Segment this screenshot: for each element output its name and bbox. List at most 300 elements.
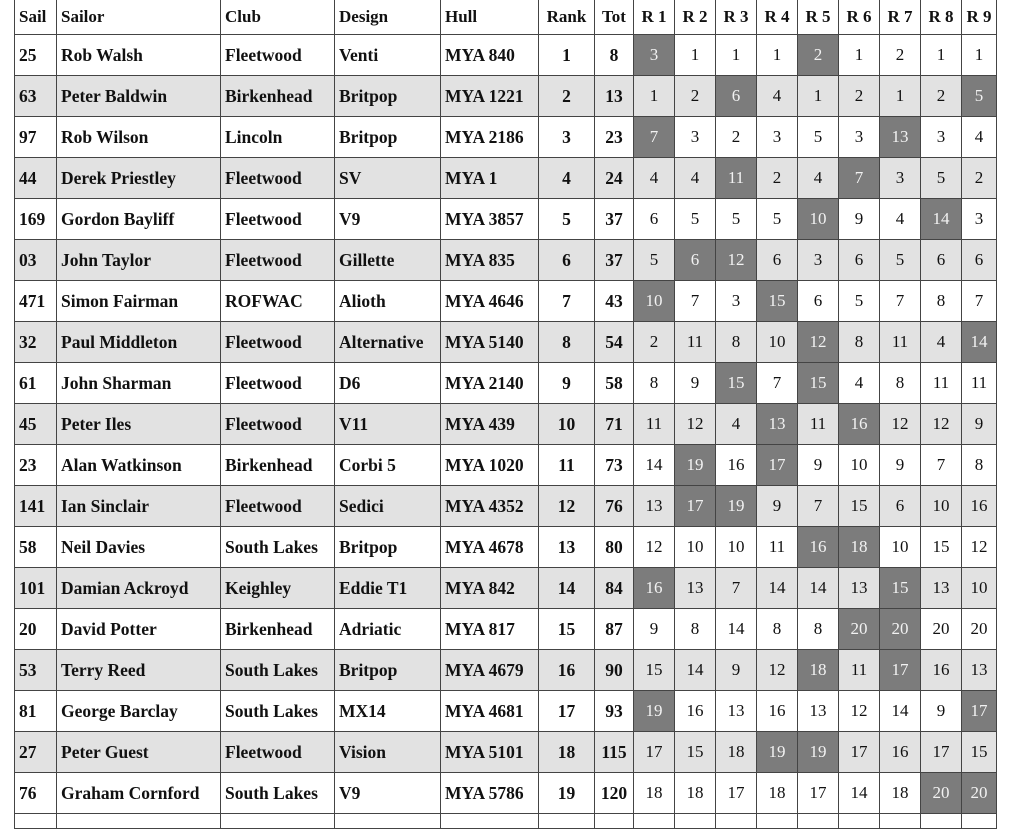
race-score-discarded-cell: 19 — [798, 732, 839, 773]
design-cell: Britpop — [335, 650, 441, 691]
race-score-cell: 4 — [716, 404, 757, 445]
race-score-cell: 7 — [716, 568, 757, 609]
race-score-cell: 6 — [921, 240, 962, 281]
design-cell: V9 — [335, 773, 441, 814]
race-score-cell: 5 — [634, 240, 675, 281]
sail-cell: 03 — [15, 240, 57, 281]
sail-cell: 141 — [15, 486, 57, 527]
race-score-discarded-cell: 10 — [634, 281, 675, 322]
race-score-cell: 14 — [839, 773, 880, 814]
col-header-r1: R 1 — [634, 0, 675, 35]
design-cell: Eddie T1 — [335, 568, 441, 609]
total-cell: 13 — [595, 76, 634, 117]
col-header-r4: R 4 — [757, 0, 798, 35]
empty-cell — [716, 814, 757, 829]
club-cell: South Lakes — [221, 691, 335, 732]
race-score-cell: 9 — [634, 609, 675, 650]
rank-cell: 11 — [539, 445, 595, 486]
race-score-cell: 13 — [675, 568, 716, 609]
race-score-discarded-cell: 16 — [798, 527, 839, 568]
race-score-discarded-cell: 19 — [675, 445, 716, 486]
club-cell: Fleetwood — [221, 486, 335, 527]
sailor-name-cell: David Potter — [57, 609, 221, 650]
hull-cell: MYA 4646 — [441, 281, 539, 322]
race-score-cell: 16 — [880, 732, 921, 773]
race-score-cell: 5 — [757, 199, 798, 240]
sailor-name-cell: Peter Guest — [57, 732, 221, 773]
empty-cell — [798, 814, 839, 829]
total-cell: 23 — [595, 117, 634, 158]
hull-cell: MYA 842 — [441, 568, 539, 609]
design-cell: Corbi 5 — [335, 445, 441, 486]
table-row — [15, 445, 997, 486]
design-cell: Britpop — [335, 117, 441, 158]
race-score-cell: 12 — [962, 527, 997, 568]
design-cell: Adriatic — [335, 609, 441, 650]
design-cell: V9 — [335, 199, 441, 240]
race-score-cell: 4 — [962, 117, 997, 158]
club-cell: Fleetwood — [221, 322, 335, 363]
sailor-name-cell: John Taylor — [57, 240, 221, 281]
empty-cell — [880, 814, 921, 829]
design-cell: Alioth — [335, 281, 441, 322]
hull-cell: MYA 1221 — [441, 76, 539, 117]
total-cell: 90 — [595, 650, 634, 691]
table-row — [15, 158, 997, 199]
race-score-cell: 7 — [757, 363, 798, 404]
race-score-discarded-cell: 17 — [962, 691, 997, 732]
race-score-cell: 10 — [880, 527, 921, 568]
race-score-discarded-cell: 19 — [757, 732, 798, 773]
hull-cell: MYA 1020 — [441, 445, 539, 486]
col-header-r2: R 2 — [675, 0, 716, 35]
club-cell: Fleetwood — [221, 404, 335, 445]
hull-cell: MYA 817 — [441, 609, 539, 650]
design-cell: MX14 — [335, 691, 441, 732]
race-score-cell: 13 — [798, 691, 839, 732]
rank-cell: 17 — [539, 691, 595, 732]
race-score-discarded-cell: 15 — [880, 568, 921, 609]
empty-cell — [15, 814, 57, 829]
race-score-discarded-cell: 17 — [757, 445, 798, 486]
race-score-cell: 3 — [675, 117, 716, 158]
hull-cell: MYA 5101 — [441, 732, 539, 773]
race-score-cell: 9 — [921, 691, 962, 732]
col-header-r5: R 5 — [798, 0, 839, 35]
col-header-hull: Hull — [441, 0, 539, 35]
club-cell: Fleetwood — [221, 363, 335, 404]
race-score-cell: 14 — [880, 691, 921, 732]
race-score-cell: 10 — [921, 486, 962, 527]
total-cell: 84 — [595, 568, 634, 609]
race-score-discarded-cell: 19 — [634, 691, 675, 732]
race-score-discarded-cell: 11 — [716, 158, 757, 199]
table-row — [15, 363, 997, 404]
table-row — [15, 650, 997, 691]
race-score-discarded-cell: 16 — [634, 568, 675, 609]
club-cell: Fleetwood — [221, 199, 335, 240]
hull-cell: MYA 840 — [441, 35, 539, 76]
rank-cell: 7 — [539, 281, 595, 322]
club-cell: Fleetwood — [221, 158, 335, 199]
race-score-cell: 11 — [839, 650, 880, 691]
empty-cell — [335, 814, 441, 829]
race-score-discarded-cell: 17 — [880, 650, 921, 691]
race-score-cell: 1 — [634, 76, 675, 117]
total-cell: 37 — [595, 240, 634, 281]
club-cell: South Lakes — [221, 527, 335, 568]
sailor-name-cell: Rob Walsh — [57, 35, 221, 76]
race-score-cell: 13 — [716, 691, 757, 732]
total-cell: 120 — [595, 773, 634, 814]
race-score-cell: 2 — [880, 35, 921, 76]
sailor-name-cell: George Barclay — [57, 691, 221, 732]
race-score-cell: 4 — [757, 76, 798, 117]
design-cell: Gillette — [335, 240, 441, 281]
sail-cell: 45 — [15, 404, 57, 445]
sailor-name-cell: Neil Davies — [57, 527, 221, 568]
club-cell: Fleetwood — [221, 35, 335, 76]
sailor-name-cell: John Sharman — [57, 363, 221, 404]
race-score-discarded-cell: 14 — [921, 199, 962, 240]
race-score-cell: 17 — [716, 773, 757, 814]
club-cell: Birkenhead — [221, 445, 335, 486]
race-score-discarded-cell: 2 — [798, 35, 839, 76]
race-score-cell: 13 — [962, 650, 997, 691]
race-score-cell: 7 — [675, 281, 716, 322]
race-score-discarded-cell: 15 — [798, 363, 839, 404]
race-score-cell: 8 — [716, 322, 757, 363]
club-cell: South Lakes — [221, 773, 335, 814]
race-score-cell: 2 — [716, 117, 757, 158]
rank-cell: 1 — [539, 35, 595, 76]
race-score-discarded-cell: 20 — [880, 609, 921, 650]
race-score-cell: 8 — [962, 445, 997, 486]
race-score-cell: 5 — [675, 199, 716, 240]
sail-cell: 58 — [15, 527, 57, 568]
rank-cell: 14 — [539, 568, 595, 609]
sail-cell: 32 — [15, 322, 57, 363]
rank-cell: 12 — [539, 486, 595, 527]
race-score-cell: 16 — [962, 486, 997, 527]
race-score-cell: 1 — [839, 35, 880, 76]
table-row — [15, 527, 997, 568]
race-score-cell: 14 — [634, 445, 675, 486]
race-score-cell: 10 — [716, 527, 757, 568]
race-score-cell: 11 — [962, 363, 997, 404]
race-score-cell: 7 — [921, 445, 962, 486]
race-score-discarded-cell: 16 — [839, 404, 880, 445]
total-cell: 24 — [595, 158, 634, 199]
race-score-cell: 16 — [675, 691, 716, 732]
total-cell: 73 — [595, 445, 634, 486]
race-score-cell: 12 — [880, 404, 921, 445]
sail-cell: 25 — [15, 35, 57, 76]
sailor-name-cell: Ian Sinclair — [57, 486, 221, 527]
total-cell: 37 — [595, 199, 634, 240]
race-score-cell: 1 — [675, 35, 716, 76]
rank-cell: 18 — [539, 732, 595, 773]
empty-cell — [57, 814, 221, 829]
race-score-cell: 4 — [880, 199, 921, 240]
race-score-cell: 5 — [880, 240, 921, 281]
race-score-cell: 9 — [757, 486, 798, 527]
race-score-cell: 1 — [880, 76, 921, 117]
race-score-cell: 5 — [839, 281, 880, 322]
race-score-cell: 10 — [839, 445, 880, 486]
race-score-cell: 8 — [757, 609, 798, 650]
race-score-cell: 1 — [757, 35, 798, 76]
table-row — [15, 35, 997, 76]
design-cell: D6 — [335, 363, 441, 404]
rank-cell: 10 — [539, 404, 595, 445]
race-score-cell: 1 — [798, 76, 839, 117]
empty-cell — [675, 814, 716, 829]
race-score-cell: 6 — [798, 281, 839, 322]
sail-cell: 53 — [15, 650, 57, 691]
race-score-cell: 12 — [634, 527, 675, 568]
race-score-cell: 18 — [634, 773, 675, 814]
rank-cell: 13 — [539, 527, 595, 568]
race-score-cell: 20 — [921, 609, 962, 650]
table-row-partial — [15, 814, 997, 829]
race-score-cell: 14 — [757, 568, 798, 609]
hull-cell: MYA 4679 — [441, 650, 539, 691]
sailor-name-cell: Terry Reed — [57, 650, 221, 691]
hull-cell: MYA 5140 — [441, 322, 539, 363]
race-score-cell: 14 — [675, 650, 716, 691]
race-score-discarded-cell: 13 — [880, 117, 921, 158]
table-row — [15, 76, 997, 117]
sailor-name-cell: Peter Iles — [57, 404, 221, 445]
sail-cell: 76 — [15, 773, 57, 814]
race-score-cell: 16 — [921, 650, 962, 691]
sailor-name-cell: Derek Priestley — [57, 158, 221, 199]
empty-cell — [757, 814, 798, 829]
sailor-name-cell: Damian Ackroyd — [57, 568, 221, 609]
club-cell: Fleetwood — [221, 732, 335, 773]
race-score-cell: 17 — [634, 732, 675, 773]
table-row — [15, 609, 997, 650]
table-row — [15, 773, 997, 814]
table-row — [15, 486, 997, 527]
race-score-cell: 13 — [839, 568, 880, 609]
table-row — [15, 240, 997, 281]
race-score-discarded-cell: 6 — [675, 240, 716, 281]
table-row — [15, 117, 997, 158]
race-score-cell: 3 — [716, 281, 757, 322]
race-score-cell: 15 — [839, 486, 880, 527]
rank-cell: 6 — [539, 240, 595, 281]
sailor-name-cell: Graham Cornford — [57, 773, 221, 814]
race-score-discarded-cell: 10 — [798, 199, 839, 240]
sail-cell: 44 — [15, 158, 57, 199]
race-score-cell: 5 — [716, 199, 757, 240]
empty-cell — [962, 814, 997, 829]
race-score-cell: 2 — [757, 158, 798, 199]
total-cell: 71 — [595, 404, 634, 445]
race-score-cell: 15 — [634, 650, 675, 691]
race-score-discarded-cell: 20 — [962, 773, 997, 814]
race-score-cell: 7 — [880, 281, 921, 322]
design-cell: Sedici — [335, 486, 441, 527]
race-score-cell: 7 — [798, 486, 839, 527]
sail-cell: 23 — [15, 445, 57, 486]
race-score-cell: 13 — [634, 486, 675, 527]
sail-cell: 97 — [15, 117, 57, 158]
col-header-r9: R 9 — [962, 0, 997, 35]
sail-cell: 101 — [15, 568, 57, 609]
race-score-cell: 20 — [962, 609, 997, 650]
design-cell: Alternative — [335, 322, 441, 363]
club-cell: ROFWAC — [221, 281, 335, 322]
race-score-cell: 6 — [634, 199, 675, 240]
empty-cell — [539, 814, 595, 829]
race-score-cell: 2 — [921, 76, 962, 117]
rank-cell: 16 — [539, 650, 595, 691]
col-header-r7: R 7 — [880, 0, 921, 35]
race-score-cell: 8 — [839, 322, 880, 363]
race-score-discarded-cell: 15 — [757, 281, 798, 322]
club-cell: Lincoln — [221, 117, 335, 158]
race-score-cell: 18 — [880, 773, 921, 814]
race-score-discarded-cell: 12 — [716, 240, 757, 281]
col-header-r6: R 6 — [839, 0, 880, 35]
race-score-discarded-cell: 7 — [839, 158, 880, 199]
race-score-cell: 2 — [962, 158, 997, 199]
race-score-cell: 12 — [757, 650, 798, 691]
race-score-cell: 3 — [798, 240, 839, 281]
hull-cell: MYA 2186 — [441, 117, 539, 158]
race-score-discarded-cell: 18 — [839, 527, 880, 568]
race-score-cell: 15 — [962, 732, 997, 773]
design-cell: V11 — [335, 404, 441, 445]
race-score-cell: 5 — [798, 117, 839, 158]
design-cell: SV — [335, 158, 441, 199]
race-score-discarded-cell: 13 — [757, 404, 798, 445]
rank-cell: 4 — [539, 158, 595, 199]
sail-cell: 63 — [15, 76, 57, 117]
race-score-cell: 1 — [962, 35, 997, 76]
total-cell: 93 — [595, 691, 634, 732]
club-cell: Birkenhead — [221, 76, 335, 117]
design-cell: Britpop — [335, 527, 441, 568]
hull-cell: MYA 3857 — [441, 199, 539, 240]
rank-cell: 8 — [539, 322, 595, 363]
race-score-cell: 3 — [839, 117, 880, 158]
col-header-r8: R 8 — [921, 0, 962, 35]
race-score-cell: 12 — [839, 691, 880, 732]
table-row — [15, 691, 997, 732]
total-cell: 8 — [595, 35, 634, 76]
col-header-design: Design — [335, 0, 441, 35]
race-score-discarded-cell: 3 — [634, 35, 675, 76]
race-score-cell: 2 — [675, 76, 716, 117]
empty-cell — [921, 814, 962, 829]
race-score-cell: 1 — [716, 35, 757, 76]
race-score-discarded-cell: 20 — [839, 609, 880, 650]
race-score-discarded-cell: 12 — [798, 322, 839, 363]
rank-cell: 3 — [539, 117, 595, 158]
col-header-r3: R 3 — [716, 0, 757, 35]
race-score-cell: 3 — [962, 199, 997, 240]
col-header-sail: Sail — [15, 0, 57, 35]
sailor-name-cell: Alan Watkinson — [57, 445, 221, 486]
race-score-cell: 10 — [675, 527, 716, 568]
race-score-cell: 4 — [921, 322, 962, 363]
race-score-cell: 10 — [962, 568, 997, 609]
results-body — [15, 35, 997, 829]
design-cell: Britpop — [335, 76, 441, 117]
table-row — [15, 732, 997, 773]
hull-cell: MYA 4352 — [441, 486, 539, 527]
race-score-cell: 18 — [716, 732, 757, 773]
race-score-discarded-cell: 20 — [921, 773, 962, 814]
race-score-cell: 16 — [757, 691, 798, 732]
race-score-discarded-cell: 17 — [675, 486, 716, 527]
sail-cell: 169 — [15, 199, 57, 240]
race-score-cell: 8 — [634, 363, 675, 404]
header-row — [15, 0, 997, 35]
club-cell: Fleetwood — [221, 240, 335, 281]
col-header-tot: Tot — [595, 0, 634, 35]
race-score-cell: 4 — [798, 158, 839, 199]
race-score-cell: 9 — [675, 363, 716, 404]
col-header-sailor: Sailor — [57, 0, 221, 35]
total-cell: 43 — [595, 281, 634, 322]
hull-cell: MYA 2140 — [441, 363, 539, 404]
race-score-cell: 11 — [880, 322, 921, 363]
design-cell: Vision — [335, 732, 441, 773]
race-score-discarded-cell: 18 — [798, 650, 839, 691]
race-score-cell: 16 — [716, 445, 757, 486]
race-score-cell: 11 — [921, 363, 962, 404]
race-score-cell: 17 — [798, 773, 839, 814]
race-score-cell: 3 — [757, 117, 798, 158]
race-score-cell: 7 — [962, 281, 997, 322]
hull-cell: MYA 4678 — [441, 527, 539, 568]
race-score-discarded-cell: 15 — [716, 363, 757, 404]
rank-cell: 15 — [539, 609, 595, 650]
race-score-cell: 6 — [962, 240, 997, 281]
col-header-rank: Rank — [539, 0, 595, 35]
race-score-cell: 8 — [798, 609, 839, 650]
hull-cell: MYA 5786 — [441, 773, 539, 814]
race-score-cell: 6 — [880, 486, 921, 527]
sail-cell: 471 — [15, 281, 57, 322]
total-cell: 58 — [595, 363, 634, 404]
race-score-cell: 2 — [839, 76, 880, 117]
race-score-cell: 4 — [634, 158, 675, 199]
race-score-cell: 8 — [880, 363, 921, 404]
sail-cell: 61 — [15, 363, 57, 404]
hull-cell: MYA 1 — [441, 158, 539, 199]
sail-cell: 27 — [15, 732, 57, 773]
race-score-cell: 8 — [921, 281, 962, 322]
hull-cell: MYA 4681 — [441, 691, 539, 732]
total-cell: 80 — [595, 527, 634, 568]
sailor-name-cell: Rob Wilson — [57, 117, 221, 158]
race-score-cell: 5 — [921, 158, 962, 199]
race-score-discarded-cell: 14 — [962, 322, 997, 363]
table-row — [15, 281, 997, 322]
race-score-cell: 15 — [921, 527, 962, 568]
table-row — [15, 199, 997, 240]
race-score-cell: 11 — [675, 322, 716, 363]
empty-cell — [221, 814, 335, 829]
race-score-discarded-cell: 19 — [716, 486, 757, 527]
race-score-cell: 14 — [798, 568, 839, 609]
